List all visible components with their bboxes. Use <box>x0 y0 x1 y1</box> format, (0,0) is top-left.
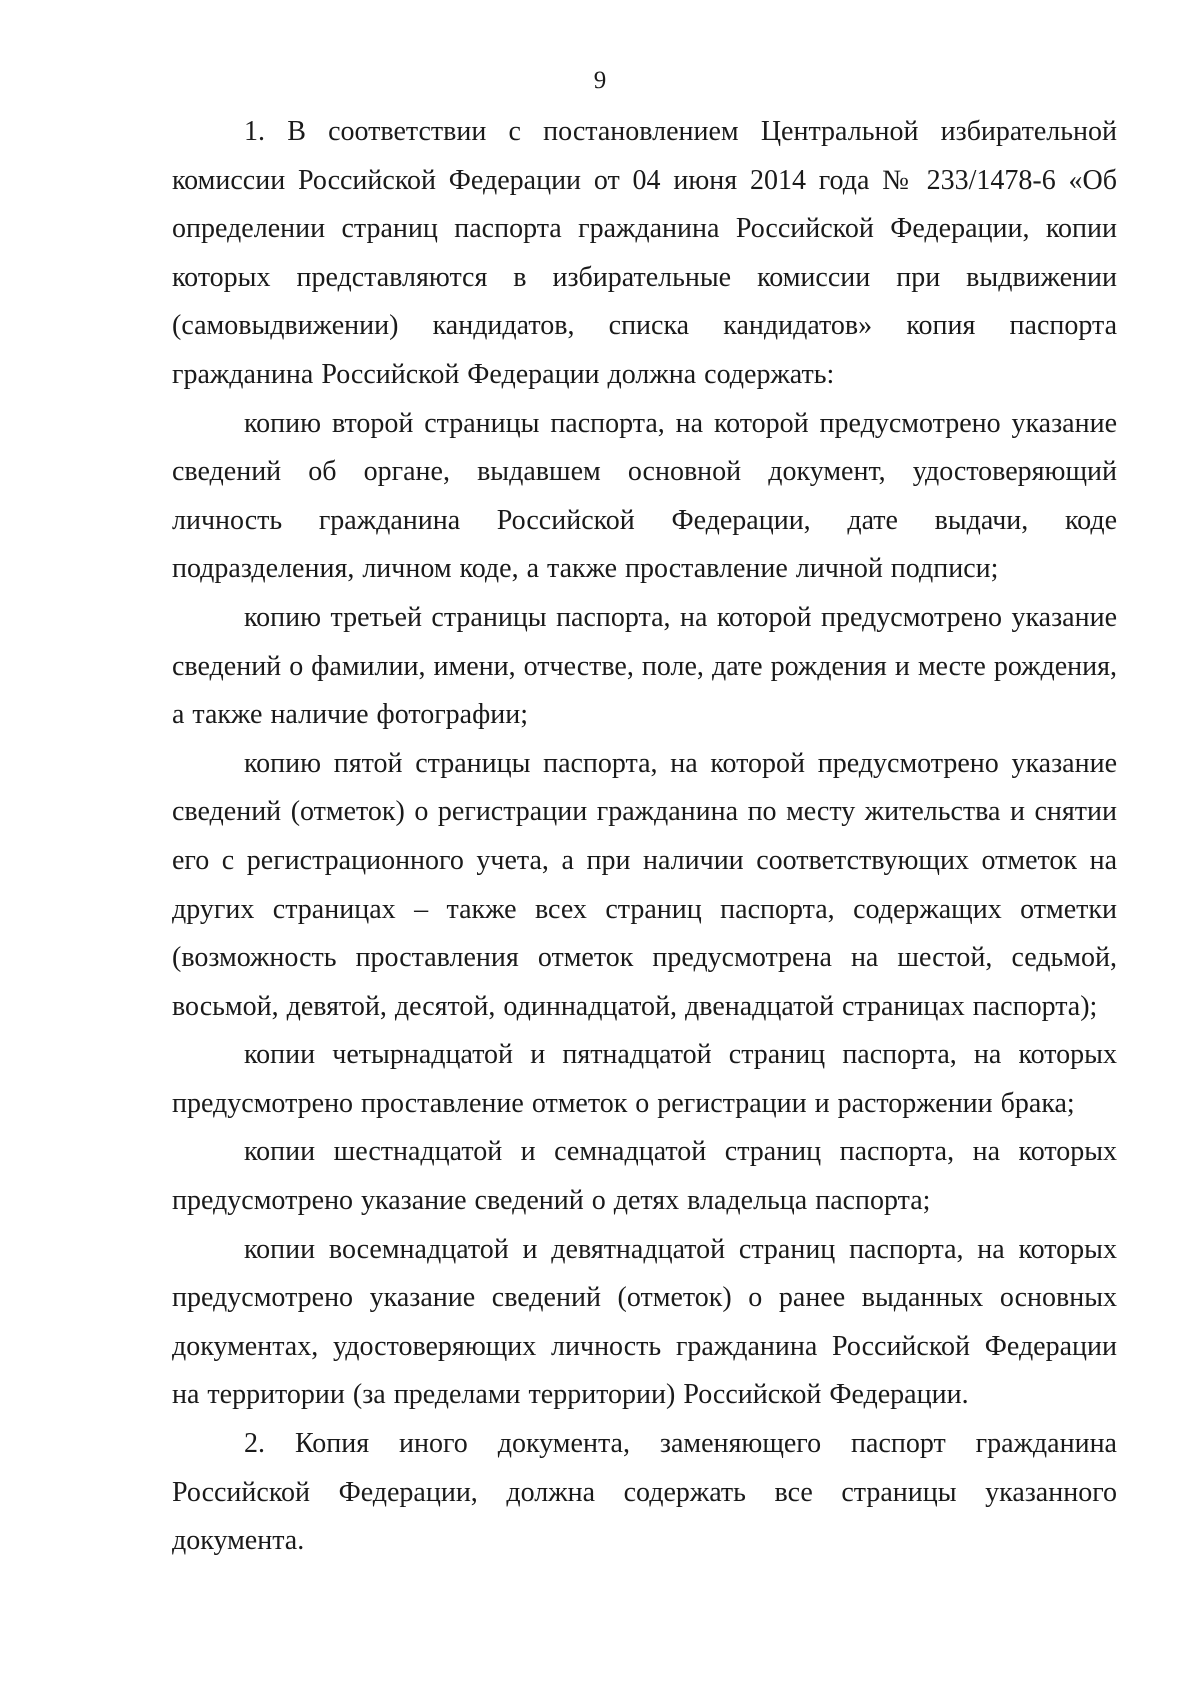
paragraph-2: копию второй страницы паспорта, на которой предусмотрено указание сведений об органе, выдавшем основной документ, удостоверяющий личность гражданина Российской Федерации, дате выдачи, коде подразделения, личном коде, а также проставление личной подписи; <box>172 407 1117 585</box>
paragraph-1: 1. В соответствии с постановлением Центральной избирательной комиссии Российской Федерации от 04 июня 2014 года № 233/1478-6 «Об определении страниц паспорта гражданина Российской Федерации, копии которых представляются в избирательные комиссии при выдвижении (самовыдвижении) кандидатов, списка кандидатов» копия паспорта гражданина Российской Федерации должна содержать: <box>172 116 1117 390</box>
page-number: 9 <box>593 67 607 94</box>
document-body <box>172 108 1117 1566</box>
paragraph-5: копии четырнадцатой и пятнадцатой страниц паспорта, на которых предусмотрено проставление отметок о регистрации и расторжении брака; <box>172 1039 1117 1119</box>
paragraph-6: копии шестнадцатой и семнадцатой страниц паспорта, на которых предусмотрено указание сведений о детях владельца паспорта; <box>172 1136 1117 1217</box>
paragraph-7: копии восемнадцатой и девятнадцатой страниц паспорта, на которых предусмотрено указание сведений (отметок) о ранее выданных основных документах, удостоверяющих личность гражданина Российской Федерации на территории (за пределами территории) Российской Федерации. <box>172 1233 1117 1411</box>
paragraph-8: 2. Копия иного документа, заменяющего паспорт гражданина Российской Федерации, должна содержать все страницы указанного документа. <box>172 1428 1117 1557</box>
paragraph-3: копию третьей страницы паспорта, на которой предусмотрено указание сведений о фамилии, имени, отчестве, поле, дате рождения и месте рождения, а также наличие фотографии; <box>172 601 1117 731</box>
paragraph-4: копию пятой страницы паспорта, на которой предусмотрено указание сведений (отметок) о регистрации гражданина по месту жительства и снятии его с регистрационного учета, а при наличии соответствующих отметок на других страницах – также всех страниц паспорта, содержащих отметки (возможность проставления отметок предусмотрена на шестой, седьмой, восьмой, девятой, десятой, одиннадцатой, двенадцатой страницах паспорта); <box>172 747 1117 1022</box>
